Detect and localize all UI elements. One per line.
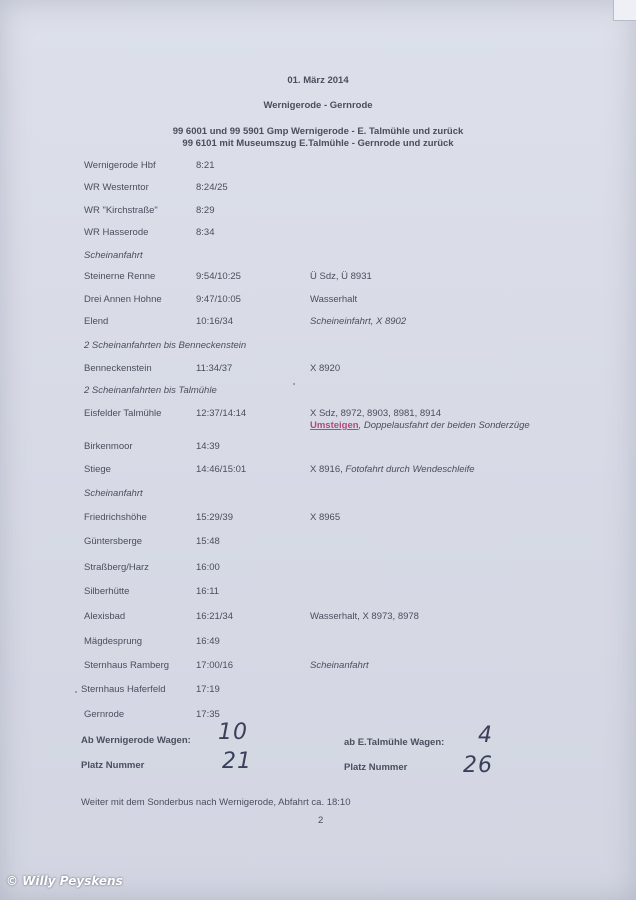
left-wagen-handwritten: 10 <box>218 720 248 745</box>
station-name: WR "Kirchstraße" <box>84 205 158 216</box>
station-name: Sternhaus Ramberg <box>84 660 170 671</box>
station-note-text: X 8920 <box>310 363 341 374</box>
left-wagen-label: Ab Wernigerode Wagen: <box>81 735 191 746</box>
station-note-italic: , Doppelausfahrt der beiden Sonderzüge <box>358 420 530 431</box>
document-date: 01. März 2014 <box>287 75 349 86</box>
station-time: 16:11 <box>196 586 220 597</box>
left-platz-handwritten: 21 <box>222 749 252 774</box>
station-name: Stiege <box>84 464 111 475</box>
right-platz-handwritten: 26 <box>463 753 493 778</box>
document-train-line-1: 99 6001 und 99 5901 Gmp Wernigerode - E. Talmühle und zurück <box>172 126 464 137</box>
station-name: Alexisbad <box>84 611 126 622</box>
station-name: WR Westerntor <box>84 182 149 193</box>
station-time: 10:16/34 <box>196 316 233 327</box>
station-name: Steinerne Renne <box>84 271 156 282</box>
footer-note: Weiter mit dem Sonderbus nach Wernigerode, Abfahrt ca. 18:10 <box>81 797 351 808</box>
transfer-highlight: Umsteigen <box>310 420 359 431</box>
station-note <box>310 611 419 622</box>
station-note-text: Scheineinfahrt, X 8902 <box>310 316 407 327</box>
station-note-text: Ü Sdz, Ü 8931 <box>310 271 372 282</box>
station-name: Straßberg/Harz <box>84 562 149 573</box>
document-route-title: Wernigerode - Gernrode <box>263 100 373 111</box>
right-wagen-handwritten: 4 <box>478 723 493 748</box>
station-name: Wernigerode Hbf <box>84 160 156 171</box>
station-time: 14:46/15:01 <box>196 464 247 475</box>
station-time: 11:34/37 <box>196 363 233 374</box>
station-time: 16:21/34 <box>196 611 233 622</box>
station-name: Elend <box>84 316 109 327</box>
timetable-section-note: Scheinanfahrt <box>84 250 143 261</box>
timetable-section-note: 2 Scheinanfahrten bis Talmühle <box>84 385 217 396</box>
station-name: Friedrichshöhe <box>84 512 147 523</box>
page-number: 2 <box>318 815 324 826</box>
station-time: 8:21 <box>196 160 215 171</box>
station-note-line-2 <box>310 420 530 431</box>
station-note <box>310 316 406 327</box>
left-platz-label: Platz Nummer <box>81 760 145 771</box>
station-time: 8:29 <box>196 205 215 216</box>
station-note <box>310 363 340 374</box>
station-name: WR Hasserode <box>84 227 149 238</box>
station-note-text: Wasserhalt, X 8973, 8978 <box>310 611 419 622</box>
station-name: Silberhütte <box>84 586 130 597</box>
station-time: 9:47/10:05 <box>196 294 241 305</box>
station-note-italic: Fotofahrt durch Wendeschleife <box>345 464 475 475</box>
right-wagen-label: ab E.Talmühle Wagen: <box>344 737 445 748</box>
timetable-section-note: Scheinanfahrt <box>84 488 143 499</box>
station-time: 15:48 <box>196 536 220 547</box>
station-time: 17:00/16 <box>196 660 233 671</box>
scan-speck <box>293 383 295 385</box>
station-note-text: Wasserhalt <box>310 294 358 305</box>
station-name: Benneckenstein <box>84 363 152 374</box>
station-note <box>310 512 340 523</box>
station-time: 12:37/14:14 <box>196 408 247 419</box>
station-name: Eisfelder Talmühle <box>84 408 162 419</box>
station-note-text: X 8916, <box>310 464 346 475</box>
photographer-watermark: © Willy Peyskens <box>6 874 123 888</box>
station-note-text: X 8965 <box>310 512 341 523</box>
station-note <box>310 294 357 305</box>
station-time: 15:29/39 <box>196 512 233 523</box>
station-note <box>310 271 372 282</box>
station-name: Mägdesprung <box>84 636 143 647</box>
station-name: Drei Annen Hohne <box>84 294 162 305</box>
station-time: 17:35 <box>196 709 220 720</box>
station-note <box>310 660 369 671</box>
timetable-section-note: 2 Scheinanfahrten bis Benneckenstein <box>84 340 247 351</box>
station-time: 16:00 <box>196 562 220 573</box>
document-train-line-2: 99 6101 mit Museumszug E.Talmühle - Gernrode und zurück <box>182 138 454 149</box>
station-name: Güntersberge <box>84 536 143 547</box>
station-time: 17:19 <box>196 684 220 695</box>
station-time: 9:54/10:25 <box>196 271 241 282</box>
station-time: 8:24/25 <box>196 182 228 193</box>
right-platz-label: Platz Nummer <box>344 762 408 773</box>
station-note <box>310 464 475 475</box>
station-name: Sternhaus Haferfeld <box>81 684 166 695</box>
station-name: Birkenmoor <box>84 441 133 452</box>
station-note <box>310 408 441 419</box>
station-time: 16:49 <box>196 636 220 647</box>
station-name: Gernrode <box>84 709 125 720</box>
station-time: 14:39 <box>196 441 220 452</box>
scan-speck <box>75 691 77 693</box>
station-time: 8:34 <box>196 227 215 238</box>
station-note-text: X Sdz, 8972, 8903, 8981, 8914 <box>310 408 441 419</box>
page-fold <box>613 0 636 21</box>
station-note-text: Scheinanfahrt <box>310 660 369 671</box>
